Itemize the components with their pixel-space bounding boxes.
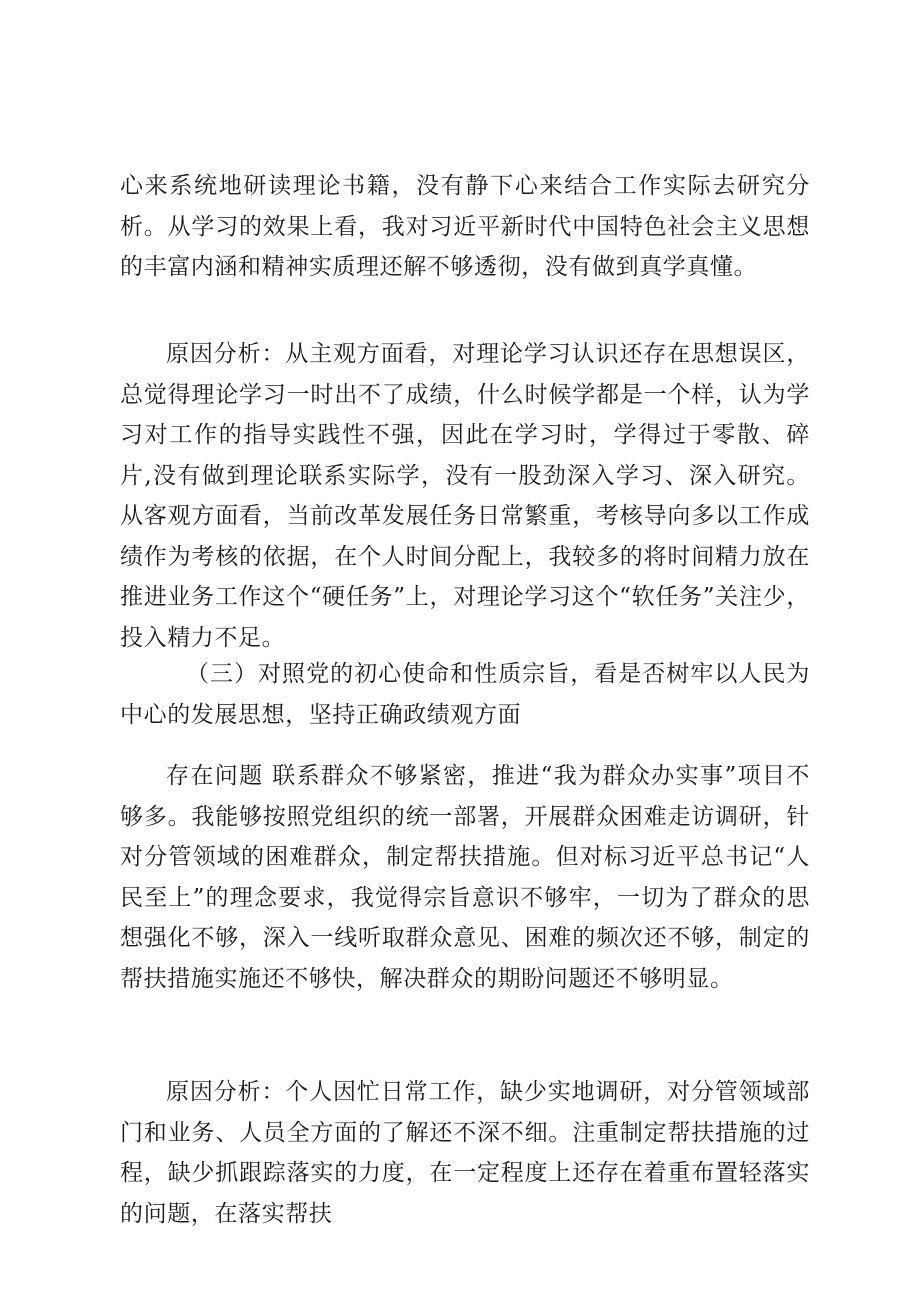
paragraph-cause-analysis-work: 原因分析：个人因忙日常工作，缺少实地调研，对分管领域部门和业务、人员全方面的了解还不深不细。注重制定帮扶措施的过程，缺少抓跟踪落实的力度，在一定程度上还存在着重布置轻落实的问题，在落实帮扶: [120, 1079, 810, 1227]
paragraph-cause-analysis-theory: 原因分析：从主观方面看，对理论学习认识还存在思想误区，总觉得理论学习一时出不了成绩，什么时候学都是一个样，认为学习对工作的指导实践性不强，因此在学习时，学得过于零散、碎片,没有做到理论联系实际学，没有一股劲深入学习、深入研究。从客观方面看，当前改革发展任务日常繁重，考核导向多以工作成绩作为考核的依据，在个人时间分配上，我较多的将时间精力放在推进业务工作这个“硬任务”上，对理论学习这个“软任务”关注少，投入精力不足。: [120, 341, 810, 651]
paragraph-study-effect: 心来系统地研读理论书籍，没有静下心来结合工作实际去研究分析。从学习的效果上看，我对习近平新时代中国特色社会主义思想的丰富内涵和精神实质理还解不够透彻，没有做到真学真懂。: [120, 173, 810, 280]
section-heading-three: （三）对照党的初心使命和性质宗旨，看是否树牢以人民为中心的发展思想，坚持正确政绩观方面: [120, 661, 810, 728]
paragraph-existing-problem: 存在问题 联系群众不够紧密，推进“我为群众办实事”项目不够多。我能够按照党组织的统一部署，开展群众困难走访调研，针对分管领域的困难群众，制定帮扶措施。但对标习近平总书记“人民至上”的理念要求，我觉得宗旨意识不够牢，一切为了群众的思想强化不够，深入一线听取群众意见、困难的频次还不够，制定的帮扶措施实施还不够快，解决群众的期盼问题还不够明显。: [120, 763, 810, 992]
